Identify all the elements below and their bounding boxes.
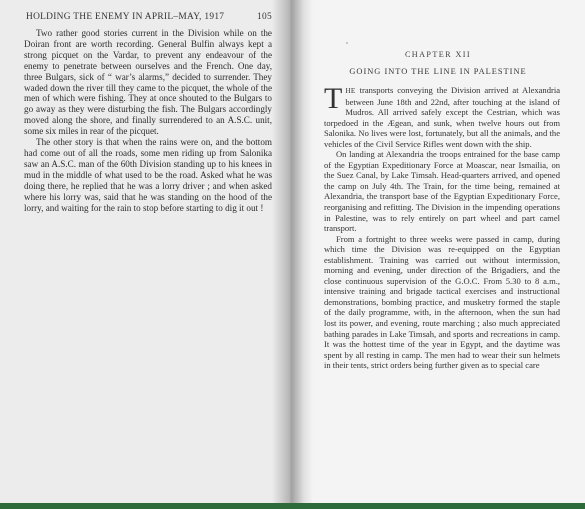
paragraph: Two rather good stories current in the Division while on the Doiran front are worth recording. General Bulfin always kept a strong picquet on the Vardar, to prevent any endeavour of the enemy to penetrate between ourselves and the French. One day, three Bulgars, sick of “ war’s alarms,” decided to surrender. They waded down the river till they came to the picquet, the whole of the men of which were fishing. They at once shouted to the Bulgars to go away as they were disturbing the fish. The Bulgars accordingly moved along the shore, and finally surrendered to an A.S.C. unit, some six miles in rear of the picquet. — [24, 28, 272, 137]
right-page-body — [324, 82, 560, 371]
opening-paragraph — [324, 82, 560, 149]
paper-speck — [346, 42, 348, 44]
drop-cap: T — [324, 82, 343, 115]
chapter-label: CHAPTER XII — [404, 50, 472, 59]
chapter-title: GOING INTO THE LINE IN PALESTINE — [349, 67, 527, 76]
left-page-body — [24, 28, 272, 213]
viewer-bottom-bar — [0, 503, 585, 509]
running-head-title: HOLDING THE ENEMY IN APRIL–MAY, 1917 — [26, 12, 225, 22]
paragraph: On landing at Alexandria the troops entrained for the base camp of the Egyptian Expeditionary Force at Moascar, near Ismailia, on the Suez Canal, by Lake Timsah. Head-quarters arrived, and opened the camp on July 4th. The Train, for the time being, remained at Alexandria, the transport base of the Egyptian Expeditionary Force, reorganising and refitting. The Division in the impending operations in Palestine, was to rely entirely on part wheel and part camel transport. — [324, 149, 560, 234]
page-number: 105 — [257, 12, 272, 22]
first-word: HE — [345, 87, 356, 95]
running-head — [26, 12, 272, 22]
paragraph: From a fortnight to three weeks were passed in camp, during which time the Division was re-equipped on the Egyptian establishment. Training was carried out without intermission, morning and evening, under direction of the Brigadiers, and the close continuous supervision of the G.O.C. From 5.30 to 8 a.m., intensive training and brigade tactical exercises and instructional demonstrations, bombing practice, and musketry formed the staple of the daily programme, with, in the afternoon, when the sun had lost its power, and evening, route marching ; also much appreciated bathing parades in Lake Timsah, and sports and recreations in camp. It was the hottest time of the year in Egypt, and the daytime was spent by all resting in camp. The men had to wear their sun helmets in their tents, strict orders being further given as to special care — [324, 233, 560, 371]
paragraph: The other story is that when the rains were on, and the bottom had come out of all the roads, some men riding up from Salonika saw an A.S.C. man of the 60th Division standing up to his knees in mud in the middle of what used to be the road. Asked what he was doing there, he replied that he was a lorry driver ; and when asked where his lorry was, said that he was standing on the hood of the lorry, and waiting for the rain to stop before starting to dig it out ! — [24, 137, 272, 213]
paragraph-text: transports conveying the Division arrived at Alexandria between June 18th and 22nd, after touching at the island of Mudros. All arrived safely except the Cestrian, which was torpedoed in the Ægean, and sunk, when twelve hours out from Salonika. No lives were lost, fortunately, but all the animals, and the vehicles of the Civil Service Rifles went down with the ship. — [324, 85, 560, 149]
left-page — [0, 0, 291, 503]
